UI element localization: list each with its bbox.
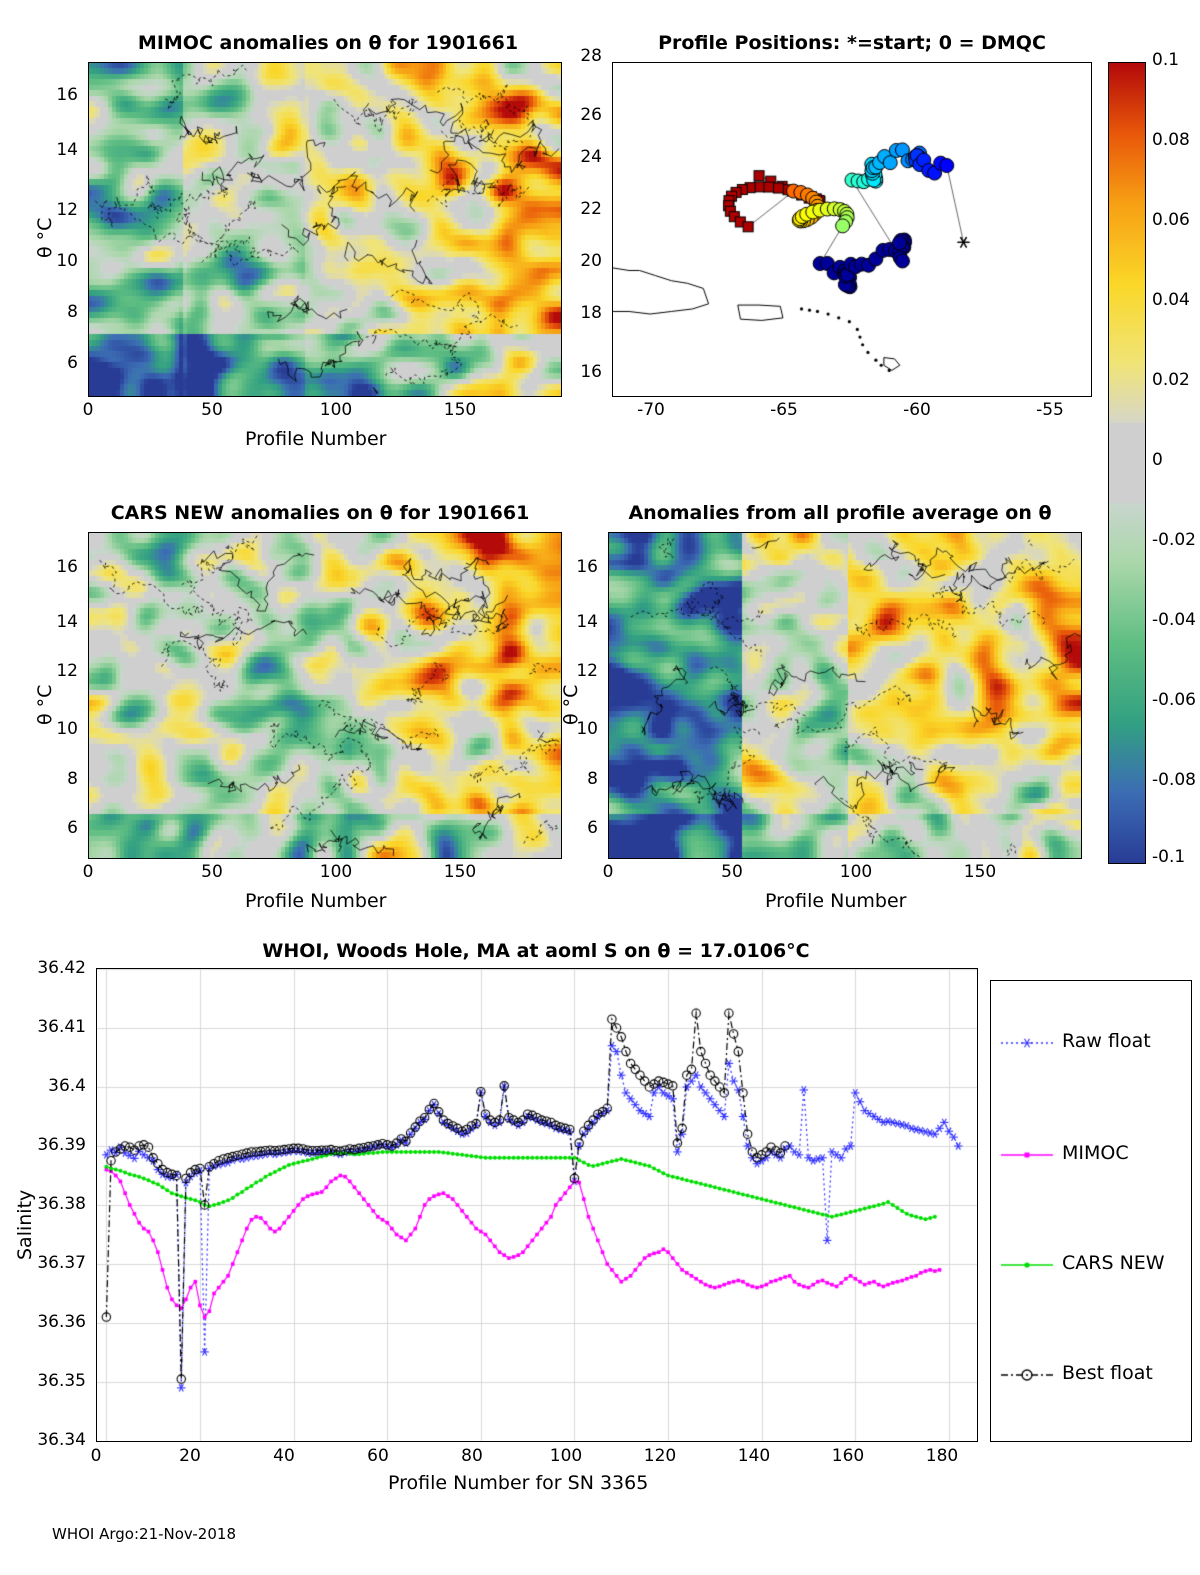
cars-ytick-3: 12 <box>56 661 78 681</box>
salinity-ytick-3: 36.37 <box>37 1253 86 1273</box>
allavg-xtick-1: 50 <box>721 862 743 882</box>
salinity-ytick-8: 36.42 <box>37 958 86 978</box>
salinity-xtick-9: 180 <box>925 1446 959 1466</box>
mimoc-xtick-0: 0 <box>82 400 94 420</box>
positions-xtick-0: -70 <box>637 400 665 420</box>
positions-ytick-0: 16 <box>580 362 602 382</box>
positions-ytick-5: 26 <box>580 105 602 125</box>
cbar-tick-2: 0.06 <box>1152 210 1190 230</box>
mimoc-xtick-2: 100 <box>319 400 353 420</box>
salinity-xtick-6: 120 <box>643 1446 677 1466</box>
salinity-xtick-7: 140 <box>737 1446 771 1466</box>
cars-ytick-0: 6 <box>67 818 78 838</box>
cars-ylabel: θ °C <box>34 684 56 725</box>
mimoc-ytick-0: 6 <box>67 353 78 373</box>
cars-xtick-1: 50 <box>201 862 223 882</box>
allavg-ytick-2: 10 <box>576 719 598 739</box>
cbar-tick-3: 0.04 <box>1152 290 1190 310</box>
legend-label-cars-new: CARS NEW <box>1062 1252 1165 1274</box>
positions-xtick-3: -55 <box>1036 400 1064 420</box>
positions-ytick-3: 22 <box>580 199 602 219</box>
mimoc-ytick-3: 12 <box>56 200 78 220</box>
mimoc-ytick-1: 8 <box>67 302 78 322</box>
cars-xtick-0: 0 <box>82 862 94 882</box>
salinity-ytick-5: 36.39 <box>37 1135 86 1155</box>
positions-ytick-6: 28 <box>580 46 602 66</box>
positions-xtick-2: -60 <box>903 400 931 420</box>
mimoc-title: MIMOC anomalies on θ for 1901661 <box>137 32 519 54</box>
positions-title: Profile Positions: *=start; 0 = DMQC <box>658 32 1046 54</box>
mimoc-xtick-1: 50 <box>201 400 223 420</box>
salinity-xtick-0: 0 <box>90 1446 102 1466</box>
cars-xlabel: Profile Number <box>245 890 387 912</box>
allavg-xtick-2: 100 <box>839 862 873 882</box>
positions-xtick-1: -65 <box>770 400 798 420</box>
cbar-tick-0: 0.1 <box>1152 50 1180 70</box>
positions-ytick-4: 24 <box>580 147 602 167</box>
cars-ytick-4: 14 <box>56 612 78 632</box>
cars-ytick-5: 16 <box>56 557 78 577</box>
cbar-tick-4: 0.02 <box>1152 370 1190 390</box>
allavg-xlabel: Profile Number <box>765 890 907 912</box>
cbar-tick-8: -0.06 <box>1152 690 1196 710</box>
allavg-ytick-5: 16 <box>576 557 598 577</box>
footer-text: WHOI Argo:21-Nov-2018 <box>52 1525 236 1543</box>
salinity-plot-area <box>96 968 978 1442</box>
salinity-ytick-2: 36.36 <box>37 1312 86 1332</box>
positions-ytick-1: 18 <box>580 303 602 323</box>
salinity-ytick-4: 36.38 <box>37 1194 86 1214</box>
cbar-tick-5: 0 <box>1152 450 1163 470</box>
mimoc-ytick-5: 16 <box>56 85 78 105</box>
legend-label-mimoc: MIMOC <box>1062 1142 1129 1164</box>
salinity-xlabel: Profile Number for SN 3365 <box>388 1472 649 1494</box>
cars-xtick-2: 100 <box>319 862 353 882</box>
cbar-tick-1: 0.08 <box>1152 130 1190 150</box>
allavg-ytick-3: 12 <box>576 661 598 681</box>
allavg-ylabel: θ °C <box>560 684 582 725</box>
mimoc-ylabel: θ °C <box>34 217 56 258</box>
salinity-ytick-6: 36.4 <box>48 1076 86 1096</box>
positions-plot-area <box>612 62 1092 397</box>
salinity-xtick-5: 100 <box>549 1446 583 1466</box>
positions-ytick-2: 20 <box>580 251 602 271</box>
salinity-ytick-1: 36.35 <box>37 1371 86 1391</box>
cars-plot-area <box>88 532 562 859</box>
cbar-tick-9: -0.08 <box>1152 770 1196 790</box>
salinity-title: WHOI, Woods Hole, MA at aoml S on θ = 17.0106°C <box>262 940 810 962</box>
salinity-xtick-1: 20 <box>179 1446 201 1466</box>
legend-label-best-float: Best float <box>1062 1362 1153 1384</box>
allavg-xtick-3: 150 <box>963 862 997 882</box>
allavg-ytick-4: 14 <box>576 612 598 632</box>
mimoc-plot-area <box>88 62 562 397</box>
cars-ytick-2: 10 <box>56 719 78 739</box>
cbar-tick-10: -0.1 <box>1152 847 1186 867</box>
allavg-title: Anomalies from all profile average on θ <box>628 502 1052 524</box>
salinity-ytick-0: 36.34 <box>37 1430 86 1450</box>
mimoc-ytick-2: 10 <box>56 251 78 271</box>
cbar-tick-7: -0.04 <box>1152 610 1196 630</box>
salinity-xtick-2: 40 <box>273 1446 295 1466</box>
allavg-ytick-1: 8 <box>587 769 598 789</box>
allavg-plot-area <box>608 532 1082 859</box>
mimoc-ytick-4: 14 <box>56 140 78 160</box>
salinity-xtick-3: 60 <box>367 1446 389 1466</box>
mimoc-xlabel: Profile Number <box>245 428 387 450</box>
legend-label-raw-float: Raw float <box>1062 1030 1151 1052</box>
mimoc-xtick-3: 150 <box>443 400 477 420</box>
cars-xtick-3: 150 <box>443 862 477 882</box>
salinity-xtick-8: 160 <box>831 1446 865 1466</box>
salinity-ylabel: Salinity <box>14 1189 36 1260</box>
allavg-ytick-0: 6 <box>587 818 598 838</box>
cars-title: CARS NEW anomalies on θ for 1901661 <box>110 502 530 524</box>
allavg-xtick-0: 0 <box>602 862 614 882</box>
cbar-tick-6: -0.02 <box>1152 530 1196 550</box>
salinity-xtick-4: 80 <box>461 1446 483 1466</box>
salinity-ytick-7: 36.41 <box>37 1017 86 1037</box>
cars-ytick-1: 8 <box>67 769 78 789</box>
